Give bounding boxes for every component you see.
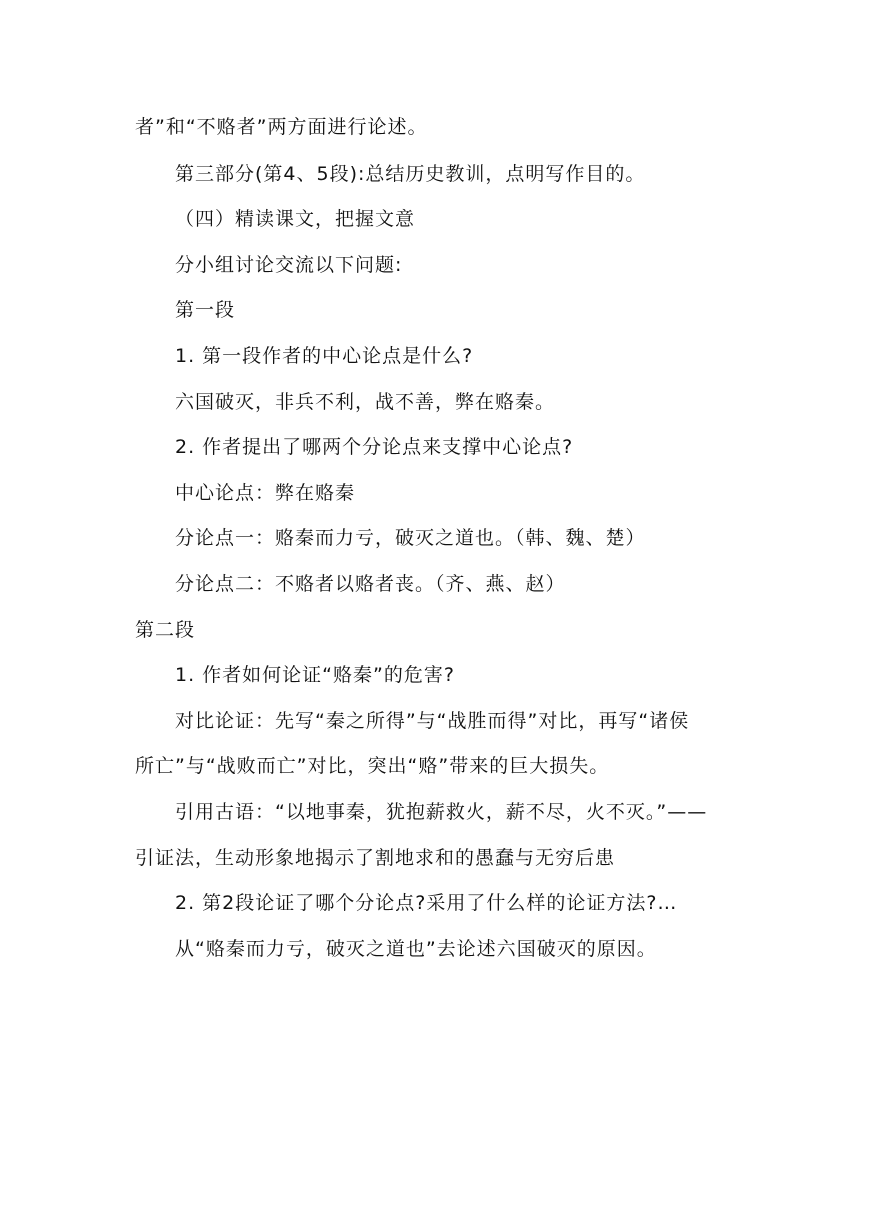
question-1-2: 2. 作者提出了哪两个分论点来支撑中心论点? [175, 436, 574, 458]
paragraph-heading-two: 第二段 [135, 619, 196, 641]
question-2-1: 1. 作者如何论证“赂秦”的危害? [175, 664, 455, 686]
sub-argument-one: 分论点一：赂秦而力亏，破灭之道也。（韩、魏、楚） [175, 527, 646, 549]
text-line-part-three: 第三部分(第4、5段):总结历史教训，点明写作目的。 [175, 163, 646, 185]
contrast-argument-line-2: 所亡”与“战败而亡”对比，突出“赂”带来的巨大损失。 [135, 755, 610, 777]
quotation-argument-line-2: 引证法，生动形象地揭示了割地求和的愚蠢与无穷后患 [135, 847, 616, 869]
quotation-argument-line-1: 引用古语：“以地事秦，犹抱薪救火，薪不尽，火不灭。”—— [175, 801, 708, 823]
contrast-argument-line-1: 对比论证：先写“秦之所得”与“战胜而得”对比，再写“诸侯 [175, 710, 690, 732]
question-2-2: 2. 第2段论证了哪个分论点?采用了什么样的论证方法?… [175, 892, 678, 914]
paragraph-heading-one: 第一段 [175, 299, 236, 321]
sub-argument-two: 分论点二：不赂者以赂者丧。（齐、燕、赵） [175, 573, 566, 595]
text-line-continuation: 者”和“不赂者”两方面进行论述。 [135, 116, 428, 138]
answer-1-1: 六国破灭，非兵不利，战不善，弊在赂秦。 [175, 391, 556, 413]
text-line-group-discussion: 分小组讨论交流以下问题: [175, 254, 403, 276]
section-heading-four: （四）精读课文，把握文意 [175, 208, 416, 230]
central-argument: 中心论点：弊在赂秦 [175, 482, 356, 504]
question-1-1: 1. 第一段作者的中心论点是什么? [175, 345, 474, 367]
answer-2-2: 从“赂秦而力亏，破灭之道也”去论述六国破灭的原因。 [175, 938, 657, 960]
